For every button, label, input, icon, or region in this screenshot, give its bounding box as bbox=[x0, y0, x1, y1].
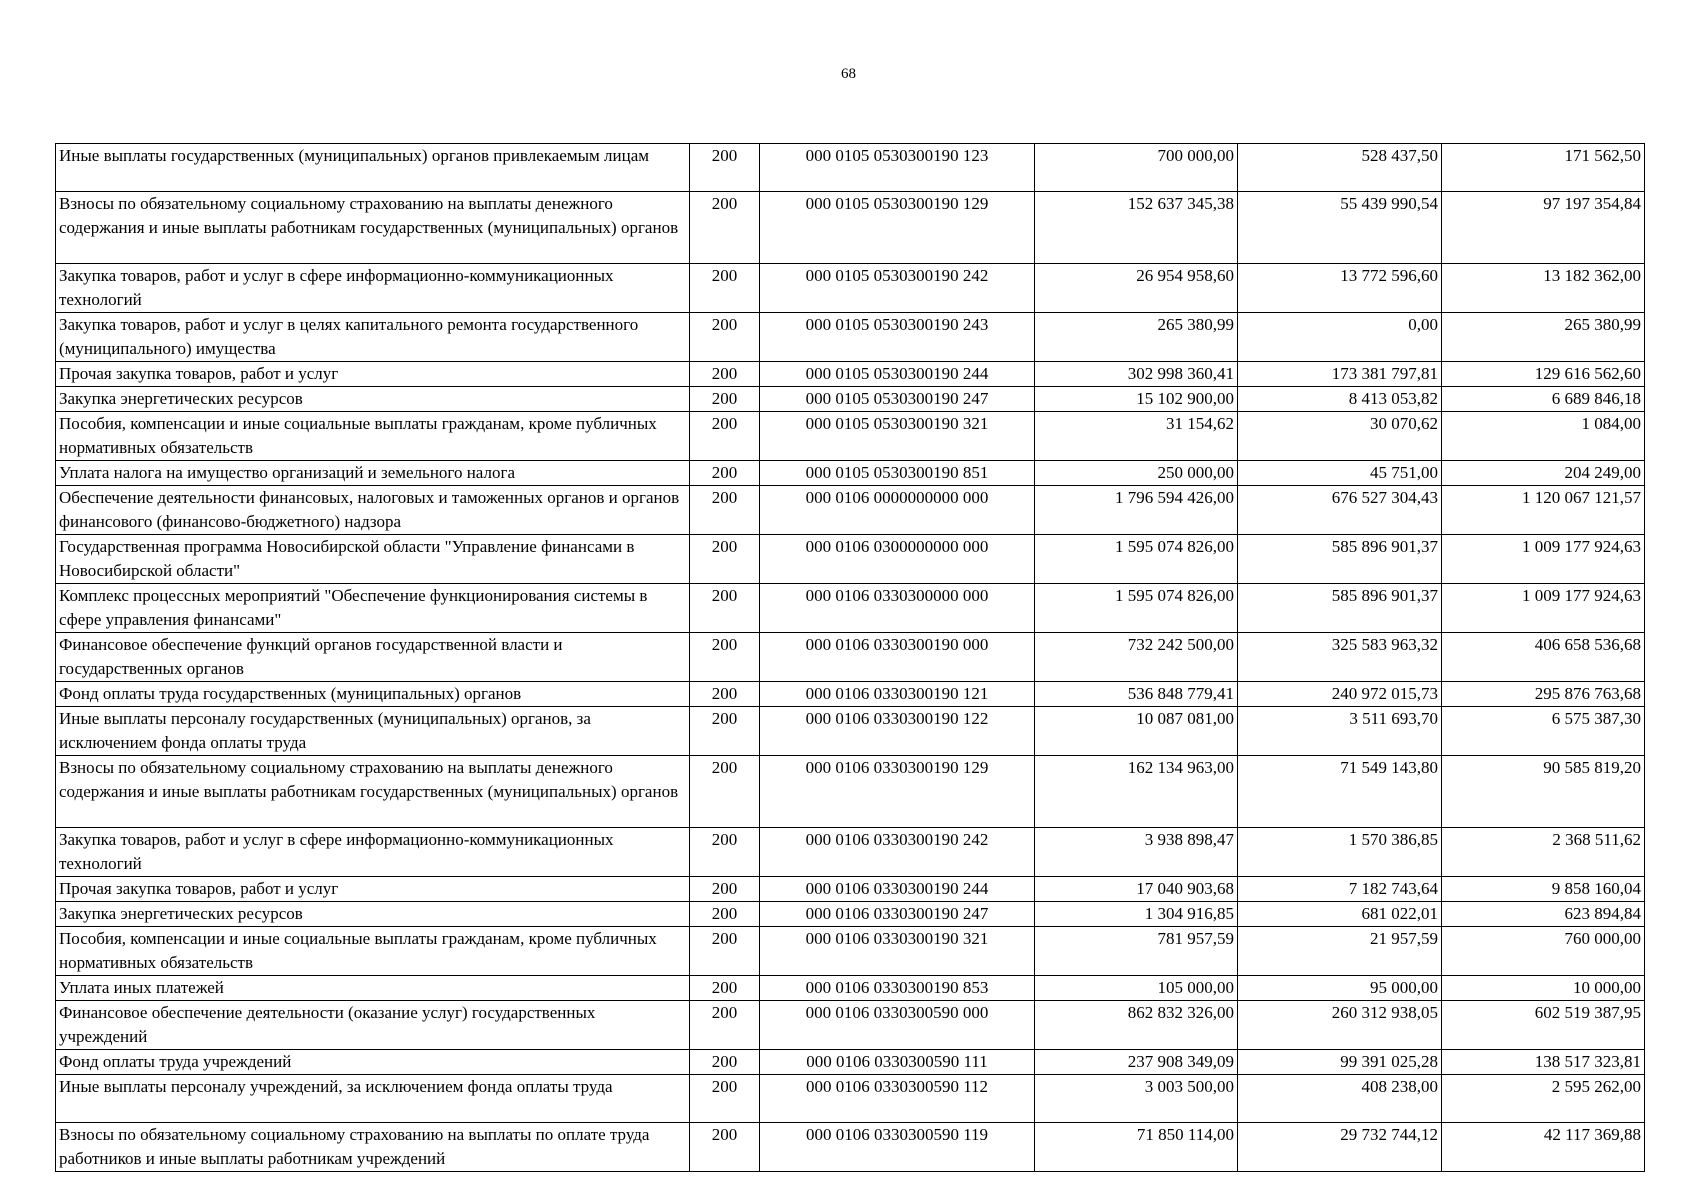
row-name: Финансовое обеспечение деятельности (оказание услуг) государственных учреждений bbox=[56, 1001, 690, 1050]
row-unexecuted: 204 249,00 bbox=[1442, 461, 1645, 486]
row-name: Закупка товаров, работ и услуг в сфере информационно-коммуникационных технологий bbox=[56, 828, 690, 877]
row-line-code: 200 bbox=[690, 584, 760, 633]
row-line-code: 200 bbox=[690, 264, 760, 313]
table-row bbox=[56, 1123, 1645, 1172]
row-approved: 3 938 898,47 bbox=[1035, 828, 1238, 877]
row-unexecuted: 760 000,00 bbox=[1442, 927, 1645, 976]
row-approved: 105 000,00 bbox=[1035, 976, 1238, 1001]
row-name: Взносы по обязательному социальному страхованию на выплаты по оплате труда работников и иные выплаты работникам учреждений bbox=[56, 1123, 690, 1172]
page-number: 68 bbox=[841, 66, 856, 82]
row-name: Фонд оплаты труда государственных (муниципальных) органов bbox=[56, 682, 690, 707]
row-approved: 237 908 349,09 bbox=[1035, 1050, 1238, 1075]
row-executed: 585 896 901,37 bbox=[1238, 584, 1442, 633]
row-line-code: 200 bbox=[690, 633, 760, 682]
row-executed: 21 957,59 bbox=[1238, 927, 1442, 976]
row-executed: 173 381 797,81 bbox=[1238, 362, 1442, 387]
row-unexecuted: 602 519 387,95 bbox=[1442, 1001, 1645, 1050]
row-approved: 781 957,59 bbox=[1035, 927, 1238, 976]
row-unexecuted: 6 689 846,18 bbox=[1442, 387, 1645, 412]
row-unexecuted: 1 084,00 bbox=[1442, 412, 1645, 461]
row-line-code: 200 bbox=[690, 927, 760, 976]
row-executed: 95 000,00 bbox=[1238, 976, 1442, 1001]
row-line-code: 200 bbox=[690, 461, 760, 486]
table-body bbox=[56, 144, 1645, 1172]
table-row bbox=[56, 877, 1645, 902]
table-row bbox=[56, 362, 1645, 387]
row-budget-code: 000 0106 0330300190 853 bbox=[760, 976, 1035, 1001]
row-budget-code: 000 0106 0000000000 000 bbox=[760, 486, 1035, 535]
row-approved: 536 848 779,41 bbox=[1035, 682, 1238, 707]
row-budget-code: 000 0106 0330300190 247 bbox=[760, 902, 1035, 927]
table-row bbox=[56, 486, 1645, 535]
row-name: Уплата налога на имущество организаций и земельного налога bbox=[56, 461, 690, 486]
row-executed: 528 437,50 bbox=[1238, 144, 1442, 192]
row-unexecuted: 2 595 262,00 bbox=[1442, 1075, 1645, 1123]
row-name: Иные выплаты государственных (муниципальных) органов привлекаемым лицам bbox=[56, 144, 690, 192]
row-executed: 240 972 015,73 bbox=[1238, 682, 1442, 707]
row-budget-code: 000 0106 0330300190 000 bbox=[760, 633, 1035, 682]
row-unexecuted: 13 182 362,00 bbox=[1442, 264, 1645, 313]
row-name: Закупка энергетических ресурсов bbox=[56, 387, 690, 412]
row-executed: 325 583 963,32 bbox=[1238, 633, 1442, 682]
row-approved: 265 380,99 bbox=[1035, 313, 1238, 362]
row-line-code: 200 bbox=[690, 902, 760, 927]
row-executed: 8 413 053,82 bbox=[1238, 387, 1442, 412]
row-line-code: 200 bbox=[690, 682, 760, 707]
row-line-code: 200 bbox=[690, 976, 760, 1001]
row-unexecuted: 2 368 511,62 bbox=[1442, 828, 1645, 877]
table-row bbox=[56, 192, 1645, 264]
row-line-code: 200 bbox=[690, 1001, 760, 1050]
row-executed: 55 439 990,54 bbox=[1238, 192, 1442, 264]
row-executed: 3 511 693,70 bbox=[1238, 707, 1442, 756]
row-approved: 302 998 360,41 bbox=[1035, 362, 1238, 387]
row-name: Закупка энергетических ресурсов bbox=[56, 902, 690, 927]
table-row bbox=[56, 461, 1645, 486]
row-executed: 71 549 143,80 bbox=[1238, 756, 1442, 828]
table-row bbox=[56, 927, 1645, 976]
row-approved: 31 154,62 bbox=[1035, 412, 1238, 461]
row-budget-code: 000 0105 0530300190 242 bbox=[760, 264, 1035, 313]
row-unexecuted: 171 562,50 bbox=[1442, 144, 1645, 192]
row-unexecuted: 10 000,00 bbox=[1442, 976, 1645, 1001]
row-budget-code: 000 0105 0530300190 129 bbox=[760, 192, 1035, 264]
row-name: Закупка товаров, работ и услуг в целях капитального ремонта государственного (муниципального) имущества bbox=[56, 313, 690, 362]
row-approved: 152 637 345,38 bbox=[1035, 192, 1238, 264]
table-row bbox=[56, 707, 1645, 756]
row-budget-code: 000 0106 0330300190 244 bbox=[760, 877, 1035, 902]
row-unexecuted: 1 009 177 924,63 bbox=[1442, 584, 1645, 633]
table-row bbox=[56, 682, 1645, 707]
row-name: Обеспечение деятельности финансовых, налоговых и таможенных органов и органов финансового (финансово-бюджетного) надзора bbox=[56, 486, 690, 535]
row-executed: 676 527 304,43 bbox=[1238, 486, 1442, 535]
row-unexecuted: 42 117 369,88 bbox=[1442, 1123, 1645, 1172]
table-row bbox=[56, 633, 1645, 682]
row-line-code: 200 bbox=[690, 313, 760, 362]
budget-execution-table bbox=[55, 143, 1645, 1172]
row-budget-code: 000 0105 0530300190 244 bbox=[760, 362, 1035, 387]
row-line-code: 200 bbox=[690, 535, 760, 584]
row-line-code: 200 bbox=[690, 1123, 760, 1172]
table-row bbox=[56, 313, 1645, 362]
row-approved: 26 954 958,60 bbox=[1035, 264, 1238, 313]
row-approved: 15 102 900,00 bbox=[1035, 387, 1238, 412]
row-unexecuted: 265 380,99 bbox=[1442, 313, 1645, 362]
row-budget-code: 000 0106 0330300190 122 bbox=[760, 707, 1035, 756]
row-budget-code: 000 0105 0530300190 247 bbox=[760, 387, 1035, 412]
row-unexecuted: 129 616 562,60 bbox=[1442, 362, 1645, 387]
table-row bbox=[56, 412, 1645, 461]
table-row bbox=[56, 756, 1645, 828]
table-row bbox=[56, 584, 1645, 633]
row-budget-code: 000 0106 0330300590 000 bbox=[760, 1001, 1035, 1050]
row-name: Иные выплаты персоналу государственных (муниципальных) органов, за исключением фонда оплаты труда bbox=[56, 707, 690, 756]
row-name: Взносы по обязательному социальному страхованию на выплаты денежного содержания и иные выплаты работникам государственных (муниципальных) органов bbox=[56, 756, 690, 828]
row-line-code: 200 bbox=[690, 362, 760, 387]
row-unexecuted: 1 120 067 121,57 bbox=[1442, 486, 1645, 535]
row-approved: 3 003 500,00 bbox=[1035, 1075, 1238, 1123]
row-executed: 0,00 bbox=[1238, 313, 1442, 362]
row-budget-code: 000 0106 0330300190 321 bbox=[760, 927, 1035, 976]
row-approved: 862 832 326,00 bbox=[1035, 1001, 1238, 1050]
row-unexecuted: 406 658 536,68 bbox=[1442, 633, 1645, 682]
row-line-code: 200 bbox=[690, 828, 760, 877]
table-row bbox=[56, 387, 1645, 412]
table-row bbox=[56, 976, 1645, 1001]
row-name: Прочая закупка товаров, работ и услуг bbox=[56, 877, 690, 902]
row-executed: 7 182 743,64 bbox=[1238, 877, 1442, 902]
row-approved: 1 304 916,85 bbox=[1035, 902, 1238, 927]
row-line-code: 200 bbox=[690, 1050, 760, 1075]
row-line-code: 200 bbox=[690, 387, 760, 412]
row-unexecuted: 1 009 177 924,63 bbox=[1442, 535, 1645, 584]
row-name: Пособия, компенсации и иные социальные выплаты гражданам, кроме публичных нормативных обязательств bbox=[56, 927, 690, 976]
row-executed: 1 570 386,85 bbox=[1238, 828, 1442, 877]
row-approved: 732 242 500,00 bbox=[1035, 633, 1238, 682]
row-executed: 29 732 744,12 bbox=[1238, 1123, 1442, 1172]
row-budget-code: 000 0106 0330300190 242 bbox=[760, 828, 1035, 877]
row-name: Пособия, компенсации и иные социальные выплаты гражданам, кроме публичных нормативных обязательств bbox=[56, 412, 690, 461]
row-approved: 250 000,00 bbox=[1035, 461, 1238, 486]
row-approved: 1 796 594 426,00 bbox=[1035, 486, 1238, 535]
row-budget-code: 000 0105 0530300190 851 bbox=[760, 461, 1035, 486]
row-unexecuted: 9 858 160,04 bbox=[1442, 877, 1645, 902]
row-name: Взносы по обязательному социальному страхованию на выплаты денежного содержания и иные выплаты работникам государственных (муниципальных) органов bbox=[56, 192, 690, 264]
row-budget-code: 000 0106 0330300190 121 bbox=[760, 682, 1035, 707]
row-unexecuted: 623 894,84 bbox=[1442, 902, 1645, 927]
row-budget-code: 000 0105 0530300190 123 bbox=[760, 144, 1035, 192]
row-executed: 681 022,01 bbox=[1238, 902, 1442, 927]
row-unexecuted: 6 575 387,30 bbox=[1442, 707, 1645, 756]
row-approved: 71 850 114,00 bbox=[1035, 1123, 1238, 1172]
table-row bbox=[56, 1050, 1645, 1075]
table-row bbox=[56, 1001, 1645, 1050]
row-budget-code: 000 0105 0530300190 243 bbox=[760, 313, 1035, 362]
row-line-code: 200 bbox=[690, 877, 760, 902]
row-name: Иные выплаты персоналу учреждений, за исключением фонда оплаты труда bbox=[56, 1075, 690, 1123]
row-line-code: 200 bbox=[690, 412, 760, 461]
row-budget-code: 000 0106 0330300590 119 bbox=[760, 1123, 1035, 1172]
row-approved: 1 595 074 826,00 bbox=[1035, 584, 1238, 633]
row-unexecuted: 90 585 819,20 bbox=[1442, 756, 1645, 828]
row-executed: 260 312 938,05 bbox=[1238, 1001, 1442, 1050]
table-row bbox=[56, 902, 1645, 927]
row-line-code: 200 bbox=[690, 707, 760, 756]
row-budget-code: 000 0105 0530300190 321 bbox=[760, 412, 1035, 461]
table-row bbox=[56, 535, 1645, 584]
table-row bbox=[56, 144, 1645, 192]
row-unexecuted: 295 876 763,68 bbox=[1442, 682, 1645, 707]
row-executed: 30 070,62 bbox=[1238, 412, 1442, 461]
row-name: Закупка товаров, работ и услуг в сфере информационно-коммуникационных технологий bbox=[56, 264, 690, 313]
row-approved: 162 134 963,00 bbox=[1035, 756, 1238, 828]
row-approved: 1 595 074 826,00 bbox=[1035, 535, 1238, 584]
row-approved: 700 000,00 bbox=[1035, 144, 1238, 192]
row-budget-code: 000 0106 0330300190 129 bbox=[760, 756, 1035, 828]
row-name: Фонд оплаты труда учреждений bbox=[56, 1050, 690, 1075]
table-row bbox=[56, 264, 1645, 313]
row-executed: 585 896 901,37 bbox=[1238, 535, 1442, 584]
table-row bbox=[56, 828, 1645, 877]
row-approved: 10 087 081,00 bbox=[1035, 707, 1238, 756]
row-name: Государственная программа Новосибирской области "Управление финансами в Новосибирской области" bbox=[56, 535, 690, 584]
row-line-code: 200 bbox=[690, 486, 760, 535]
row-line-code: 200 bbox=[690, 1075, 760, 1123]
row-budget-code: 000 0106 0330300000 000 bbox=[760, 584, 1035, 633]
row-line-code: 200 bbox=[690, 756, 760, 828]
row-name: Уплата иных платежей bbox=[56, 976, 690, 1001]
row-unexecuted: 138 517 323,81 bbox=[1442, 1050, 1645, 1075]
row-budget-code: 000 0106 0300000000 000 bbox=[760, 535, 1035, 584]
row-line-code: 200 bbox=[690, 192, 760, 264]
row-executed: 13 772 596,60 bbox=[1238, 264, 1442, 313]
row-executed: 45 751,00 bbox=[1238, 461, 1442, 486]
row-name: Финансовое обеспечение функций органов государственной власти и государственных органов bbox=[56, 633, 690, 682]
row-name: Прочая закупка товаров, работ и услуг bbox=[56, 362, 690, 387]
row-executed: 408 238,00 bbox=[1238, 1075, 1442, 1123]
row-budget-code: 000 0106 0330300590 112 bbox=[760, 1075, 1035, 1123]
row-budget-code: 000 0106 0330300590 111 bbox=[760, 1050, 1035, 1075]
row-approved: 17 040 903,68 bbox=[1035, 877, 1238, 902]
row-name: Комплекс процессных мероприятий "Обеспечение функционирования системы в сфере управления финансами" bbox=[56, 584, 690, 633]
row-unexecuted: 97 197 354,84 bbox=[1442, 192, 1645, 264]
row-line-code: 200 bbox=[690, 144, 760, 192]
row-executed: 99 391 025,28 bbox=[1238, 1050, 1442, 1075]
table-row bbox=[56, 1075, 1645, 1123]
